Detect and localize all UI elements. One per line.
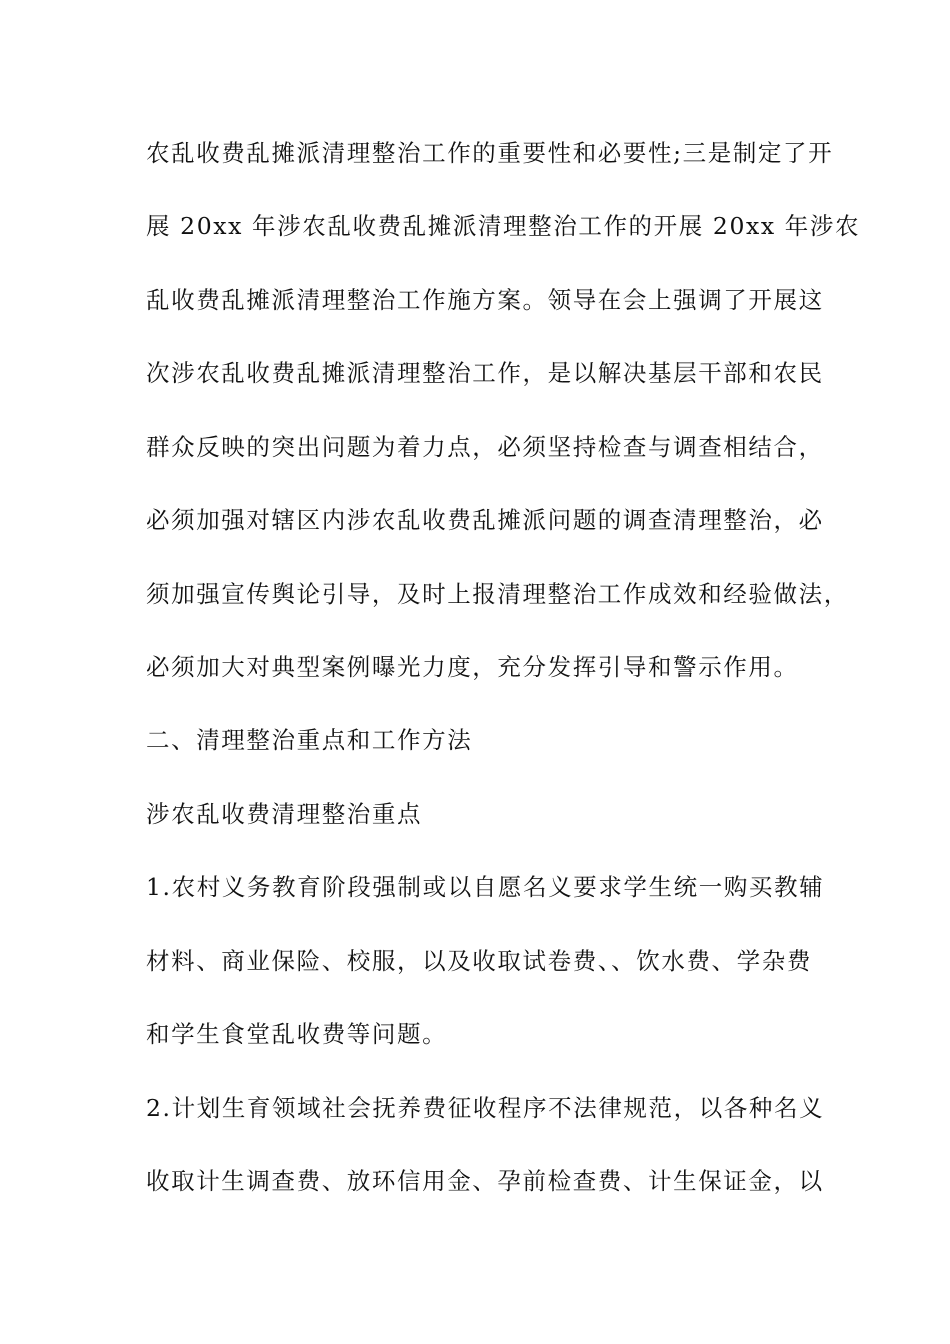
list-item-2-line-1: 2.计划生育领域社会抚养费征收程序不法律规范，以各种名义 [146, 1094, 825, 1122]
text-line-8: 必须加大对典型案例曝光力度，充分发挥引导和警示作用。 [146, 653, 799, 681]
list-item-1-line-2: 材料、商业保险、校服，以及收取试卷费、、饮水费、学杂费 [146, 947, 812, 975]
text-line-4: 次涉农乱收费乱摊派清理整治工作，是以解决基层干部和农民 [146, 359, 824, 387]
list-item-1-line-1: 1.农村义务教育阶段强制或以自愿名义要求学生统一购买教辅 [146, 873, 825, 901]
text-line-5: 群众反映的突出问题为着力点，必须坚持检查与调查相结合， [146, 433, 824, 461]
text-line-6: 必须加强对辖区内涉农乱收费乱摊派问题的调查清理整治，必 [146, 506, 824, 534]
subsection-heading: 涉农乱收费清理整治重点 [146, 800, 423, 828]
text-line-1: 农乱收费乱摊派清理整治工作的重要性和必要性;三是制定了开 [146, 139, 834, 167]
section-heading: 二、清理整治重点和工作方法 [146, 726, 473, 754]
text-line-7: 须加强宣传舆论引导，及时上报清理整治工作成效和经验做法， [146, 580, 849, 608]
text-line-2: 展 20xx 年涉农乱收费乱摊派清理整治工作的开展 20xx 年涉农 [146, 212, 861, 240]
list-item-2-line-2: 收取计生调查费、放环信用金、孕前检查费、计生保证金，以 [146, 1167, 824, 1195]
list-item-1-line-3: 和学生食堂乱收费等问题。 [146, 1020, 448, 1048]
text-line-3: 乱收费乱摊派清理整治工作施方案。领导在会上强调了开展这 [146, 286, 824, 314]
